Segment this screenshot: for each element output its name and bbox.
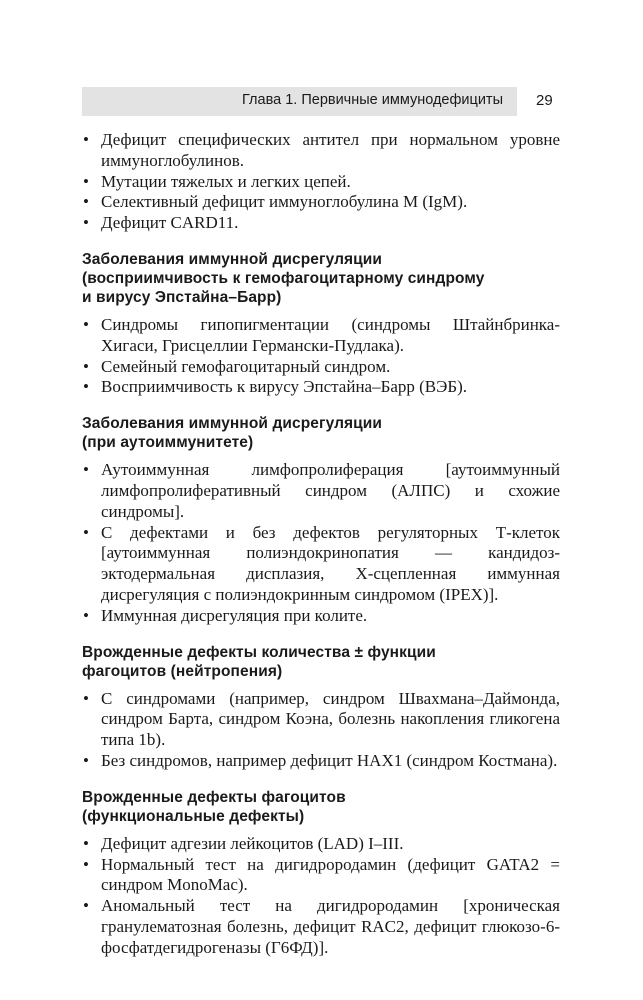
heading-line: Заболевания иммунной дисрегуляции (82, 250, 383, 268)
heading-line: и вирусу Эпстайна–Барр) (82, 288, 282, 306)
list-item: • Восприимчивость к вирусу Эпстайна–Барр (ВЭБ). (82, 377, 560, 398)
list-item: • Мутации тяжелых и легких цепей. (82, 172, 560, 193)
page-number: 29 (536, 92, 553, 109)
running-header (82, 87, 517, 116)
section-immune-dysregulation-autoimmunity (82, 414, 560, 626)
heading-line: Врожденные дефекты количества ± функции (82, 643, 436, 661)
list-item: • Аномальный тест на дигидрородамин [хроническая гранулематозная болезнь, дефицит RAC2, дефицит глюкозо-6-фосфатдегидрогеназы (Г6ФД)]. (82, 896, 560, 958)
list-item: • Дефицит CARD11. (82, 213, 560, 234)
section-list (82, 315, 560, 398)
page-body (82, 130, 560, 959)
section-heading (82, 643, 560, 681)
list-item: • Иммунная дисрегуляция при колите. (82, 606, 560, 627)
section-heading (82, 788, 560, 826)
section-immune-dysregulation-hlh (82, 250, 560, 398)
heading-line: (восприимчивость к гемофагоцитарному синдрому (82, 269, 485, 287)
section-list (82, 460, 560, 626)
section-phagocyte-function-defects (82, 788, 560, 959)
section-heading (82, 414, 560, 452)
section-heading (82, 250, 560, 307)
list-item: • Аутоиммунная лимфопролиферация [аутоиммунный лимфопролиферативный синдром (АЛПС) и схожие синдромы]. (82, 460, 560, 522)
heading-line: Врожденные дефекты фагоцитов (82, 788, 346, 806)
heading-line: (функциональные дефекты) (82, 807, 305, 825)
intro-list (82, 130, 560, 234)
list-item: • Дефицит специфических антител при нормальном уровне иммуноглобулинов. (82, 130, 560, 172)
section-phagocyte-number-defects (82, 643, 560, 772)
section-list (82, 689, 560, 772)
list-item: • Без синдромов, например дефицит HAX1 (синдром Костмана). (82, 751, 560, 772)
heading-line: (при аутоиммунитете) (82, 434, 254, 452)
list-item: • С синдромами (например, синдром Швахмана–Даймонда, синдром Барта, синдром Коэна, болезнь накопления гликогена типа 1b). (82, 689, 560, 751)
list-item: • Синдромы гипопигментации (синдромы Штайнбринка-Хигаси, Грисцеллии Германски-Пудлака). (82, 315, 560, 357)
list-item: • Дефицит адгезии лейкоцитов (LAD) I–III. (82, 834, 560, 855)
list-item: • Семейный гемофагоцитарный синдром. (82, 357, 560, 378)
section-list (82, 834, 560, 959)
chapter-title: Глава 1. Первичные иммунодефициты (242, 92, 503, 108)
list-item: • С дефектами и без дефектов регуляторных Т-клеток [аутоиммунная полиэндокринопатия — кандидоз-эктодермальная дисплазия, Х-сцепленная иммунная дисрегуляция с полиэндокринным синдромом (IPEX)]. (82, 523, 560, 606)
heading-line: фагоцитов (нейтропения) (82, 662, 283, 680)
list-item: • Нормальный тест на дигидрородамин (дефицит GATA2 = синдром MonoMac). (82, 855, 560, 897)
heading-line: Заболевания иммунной дисрегуляции (82, 415, 383, 433)
list-item: • Селективный дефицит иммуноглобулина М (IgM). (82, 192, 560, 213)
